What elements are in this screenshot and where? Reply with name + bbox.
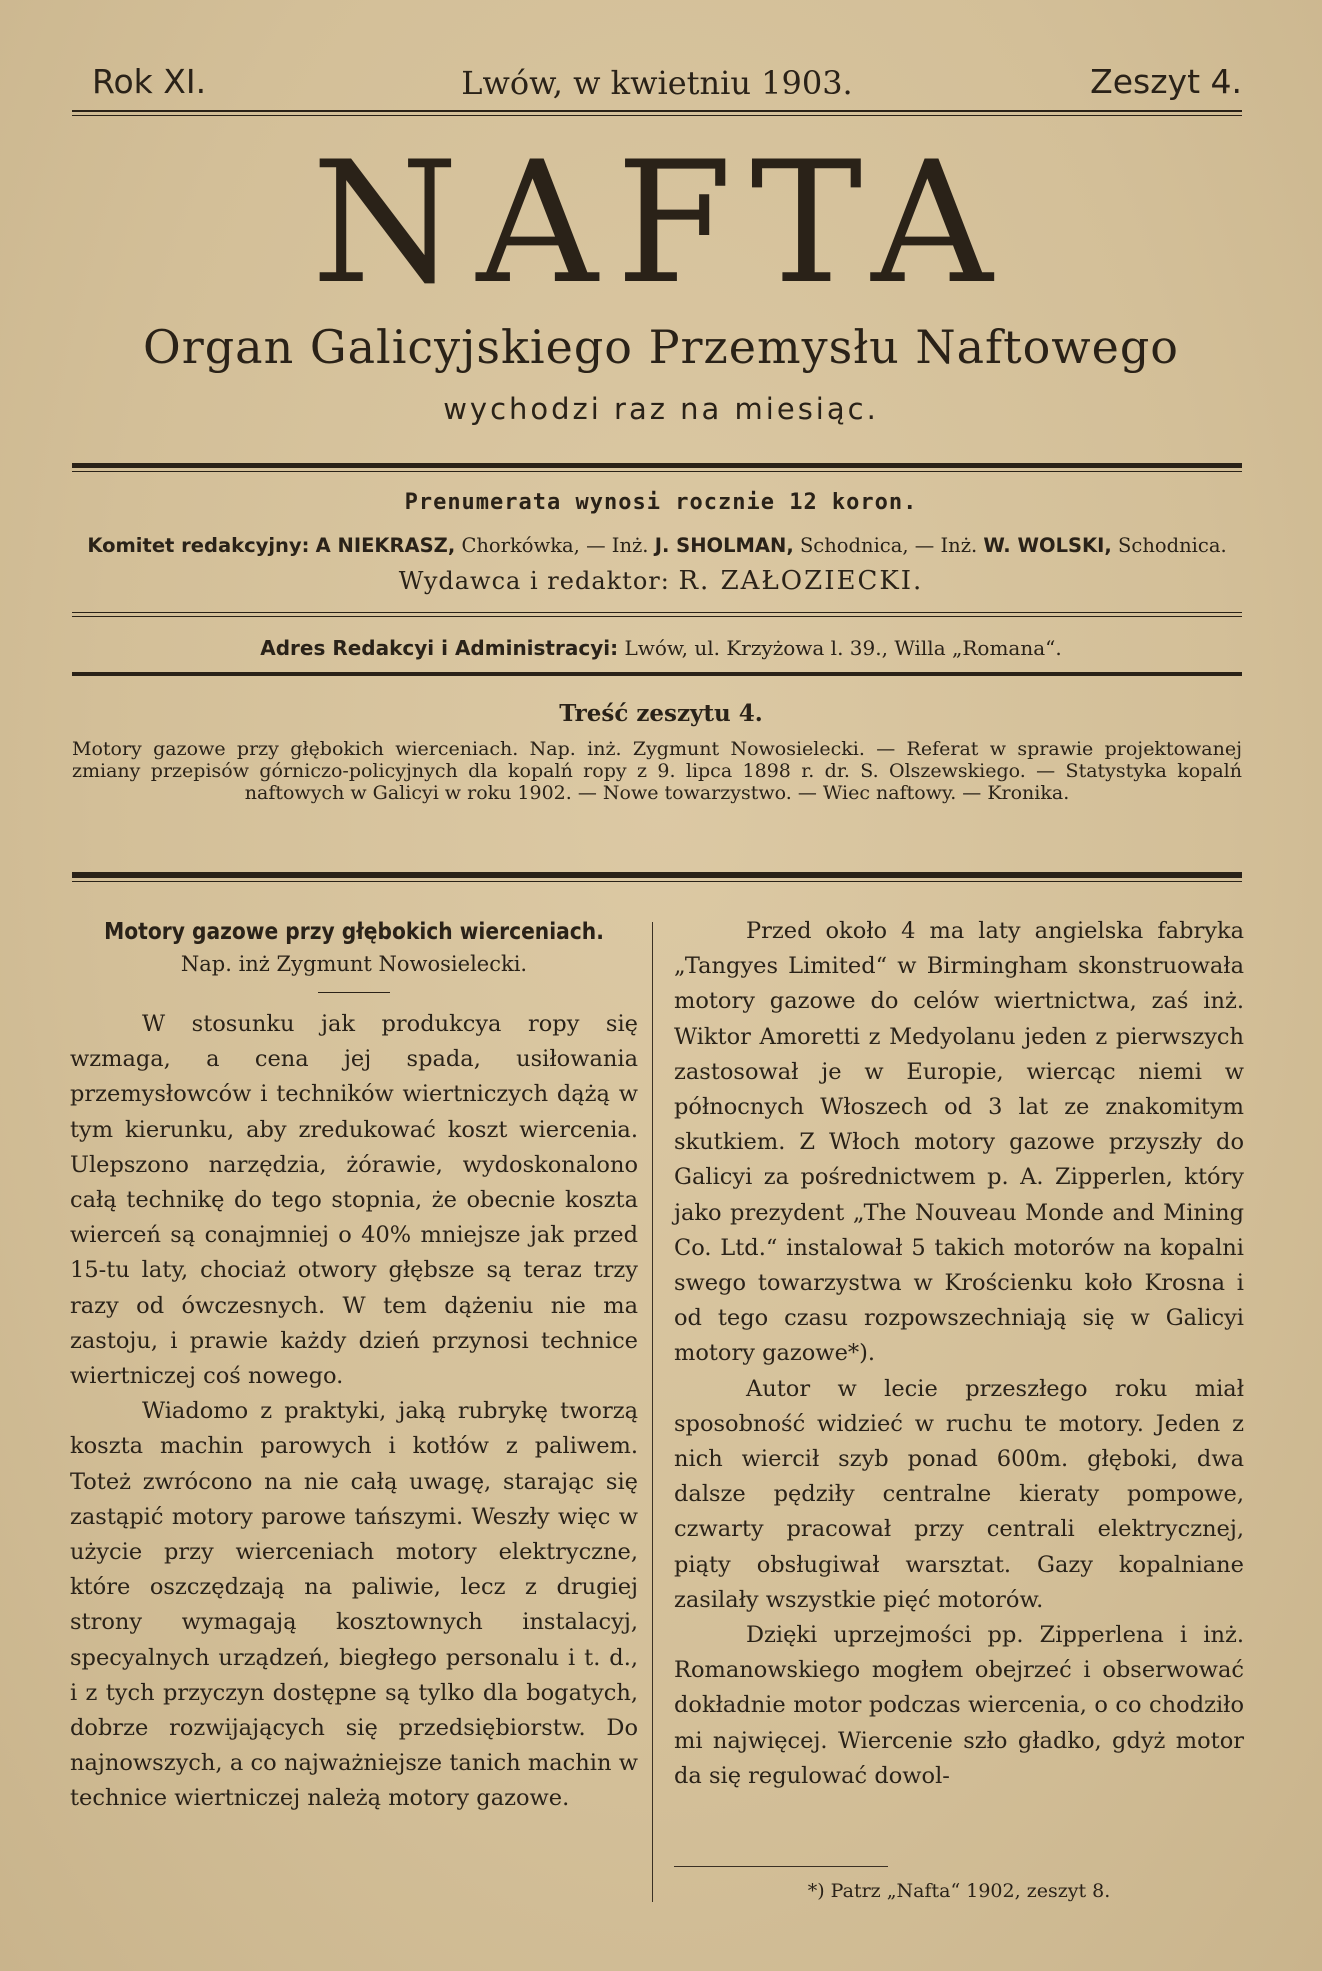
contents-body: Motory gazowe przy głębokich wierceniach. Nap. inż. Zygmunt Nowosielecki. — Referat w sprawie projektowanej zmiany przepisów górniczo-policyjnych dla kopalń ropy z 9. lipca 1898 r. dr. S. Olszewskiego. — Statystyka kopalń naftowych w Galicyi w roku 1902. — Nowe towarzystwo. — Wiec naftowy. — Kronika. [72,738,1242,804]
paragraph: Przed około 4 ma laty angielska fabryka „Tangyes Limited“ w Birmingham skonstruowała motory gazowe do celów wiertnictwa, zaś inż. Wiktor Amoretti z Medyolanu jeden z pierwszych zastosował je w Europie, wiercąc niemi w północnych Włoszech od 3 lat ze znakomitym skutkiem. Z Włoch motory gazowe przyszły do Galicyi za pośrednictwem p. A. Zipperlen, który jako prezydent „The Nouveau Monde and Mining Co. Ltd.“ instalował 5 takich motorów na kopalni swego towarzystwa w Krościenku koło Krosna i od tego czasu rozpowszechniają się w Galicyi motory gazowe*). [674,918,1244,1367]
column-divider [652,922,653,1902]
address-rule [72,672,1242,676]
committee-member-1: A NIEKRASZ, [315,534,456,557]
footnote: *) Patrz „Nafta“ 1902, zeszyt 8. [807,1880,1111,1902]
article-left-column [70,914,638,1817]
committee-member-3-place: Schodnica. [1118,534,1227,557]
paragraph: Dzięki uprzejmości pp. Zipperlena i inż. Romanowskiego mogłem obejrzeć i obserwować dokładnie motor podczas wiercenia, o co chodziło mi najwięcej. Wiercenie szło gładko, gdyż motor da się regulować dowol- [674,1622,1244,1789]
publisher-line [0,566,1322,596]
publisher-label: Wydawca i redaktor: [398,567,670,595]
address-label: Adres Redakcyi i Administracyi: [260,636,619,660]
article-author: Nap. inż Zygmunt Nowosielecki. [180,952,528,976]
editorial-address [0,636,1322,660]
header-rule-thin [72,115,1242,116]
masthead-rule-thin [72,471,1242,472]
committee-member-1-place: Chorkówka, — Inż. [461,534,649,557]
publisher-rule-1 [72,612,1242,613]
volume-year: Rok XI. [92,62,207,101]
issue-number: Zeszyt 4. [1090,62,1242,101]
editorial-committee [72,534,1242,557]
masthead-subtitle: Organ Galicyjskiego Przemysłu Naftowego [143,320,1179,374]
contents-title: Treść zeszytu 4. [559,700,763,727]
place-date: Lwów, w kwietniu 1903. [461,64,853,102]
title-separator [318,992,390,993]
paragraph: Wiadomo z praktyki, jaką rubrykę tworzą koszta machin parowych i kotłów z paliwem. Toteż zwrócono na nie całą uwagę, starając się zastąpić motory parowe tańszymi. Weszły więc w użycie przy wierceniach motory elektryczne, które oszczędzają na paliwie, lecz z drugiej strony wymagają kosztownych instalacyj, specyalnych urządzeń, biegłego personalu i t. d., i z tych przyczyn dostępne są tylko dla bogatych, dobrze rozwijających się przedsiębiorstw. Do najnowszych, a co najważniejsze tanich machin w technice wiertniczej należą motory gazowe. [70,1398,638,1812]
subscription-price: Prenumerata wynosi rocznie 12 koron. [404,490,918,515]
publisher-name: R. ZAŁOZIECKI. [678,566,924,596]
article-right-column [674,914,1244,1794]
committee-member-2-place: Schodnica, — Inż. [799,534,978,557]
issue-header [72,62,1242,106]
paragraph: W stosunku jak produkcya ropy się wzmaga, a cena jej spada, usiłowania przemysłowców i techników wiertniczych dążą w tym kierunku, aby zredukować koszt wiercenia. Ulepszono narzędzia, żórawie, wydoskonalono całą technikę do tego stopnia, że obecnie koszta wierceń są conajmniej o 40% mniejsze jak przed 15-tu laty, chociaż otwory głębsze są teraz trzy razy od ówczesnych. W tem dążeniu nie ma zastoju, i prawie każdy dzień przynosi technice wiertniczej coś nowego. [70,1011,638,1390]
publication-frequency: wychodzi raz na miesiąc. [443,392,879,426]
contents-rule-thin [72,881,1242,882]
masthead-title: NAFTA [311,125,1011,321]
committee-label: Komitet redakcyjny: [87,534,310,557]
committee-member-2: J. SHOLMAN, [654,534,794,557]
committee-member-3: W. WOLSKI, [983,534,1112,557]
footnote-rule [674,1866,888,1867]
header-rule [72,110,1242,112]
publisher-rule-2 [72,616,1242,617]
paragraph: Autor w lecie przeszłego roku miał sposobność widzieć w ruchu te motory. Jeden z nich wiercił szyb ponad 600m. głęboki, dwa dalsze pędziły centralne kieraty pompowe, czwarty pracował przy centrali elektrycznej, piąty obsługiwał warsztat. Gazy kopalniane zasilały wszystkie pięć motorów. [674,1375,1244,1613]
contents-rule-thick [72,872,1242,878]
article-title: Motory gazowe przy głębokich wierceniach. [104,919,604,945]
address-value: Lwów, ul. Krzyżowa l. 39., Willa „Romana“. [624,636,1062,660]
masthead-rule-thick [72,463,1242,468]
